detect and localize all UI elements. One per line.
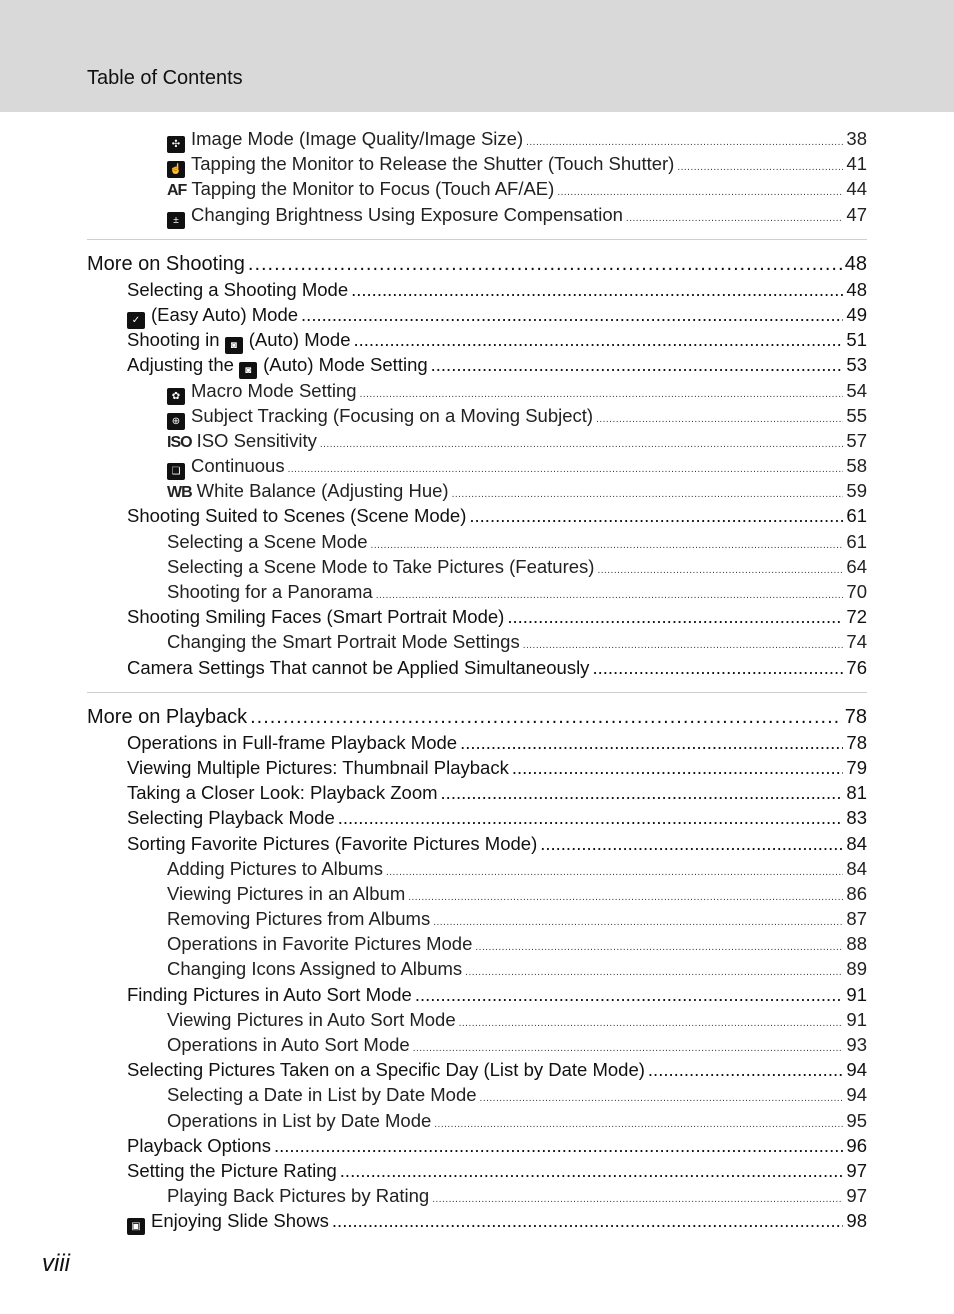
dot-leader [433, 910, 843, 935]
toc-entry-text: White Balance (Adjusting Hue) [196, 480, 449, 502]
dot-leader [512, 755, 844, 780]
toc-entry[interactable] [87, 453, 867, 478]
toc-entry[interactable] [87, 906, 867, 931]
dot-leader [338, 805, 844, 830]
dot-leader [386, 860, 843, 885]
toc-entry[interactable] [87, 730, 867, 755]
toc-entry-page: 91 [846, 983, 867, 1005]
toc-entry-text: Viewing Pictures in Auto Sort Mode [167, 1008, 456, 1030]
dot-leader [469, 503, 843, 528]
header-title: Table of Contents [87, 67, 243, 89]
toc-entry-page: 47 [846, 203, 867, 225]
dot-leader [480, 1086, 844, 1111]
toc-entry[interactable] [87, 378, 867, 403]
page-header [0, 0, 954, 112]
toc-entry[interactable] [87, 629, 867, 654]
toc-entry-label-prefix: Adjusting the [127, 354, 240, 376]
subject-tracking-icon: ⊕ [167, 413, 185, 430]
dot-leader [431, 352, 844, 377]
toc-entry[interactable] [87, 428, 867, 453]
toc-entry-text: (Auto) Mode Setting [263, 354, 428, 376]
toc-entry-label [167, 1007, 456, 1032]
continuous-icon: ❏ [167, 463, 185, 480]
toc-entry-text: Macro Mode Setting [191, 379, 357, 401]
toc-entry-page: 88 [846, 933, 867, 955]
toc-entry-text: (Easy Auto) Mode [151, 303, 299, 325]
toc-entry-page: 84 [846, 832, 867, 854]
toc-entry-text: ISO Sensitivity [196, 429, 317, 451]
toc-entry-label [127, 503, 466, 528]
toc-entry-text: Tapping the Monitor to Focus (Touch AF/AE) [191, 178, 555, 200]
toc-entry-page: 64 [846, 555, 867, 577]
dot-leader [475, 935, 843, 960]
toc-entry-page: 95 [846, 1109, 867, 1131]
touch-shutter-icon: ☝ [167, 161, 185, 178]
toc-entry-label [127, 805, 335, 830]
toc-entry-page: 97 [846, 1185, 867, 1207]
toc-entry-page: 70 [846, 581, 867, 602]
toc-entry-label [127, 1133, 271, 1158]
dot-leader [592, 655, 843, 680]
dot-leader [351, 277, 843, 302]
toc-entry-page: 61 [846, 505, 867, 527]
toc-entry-text: Taking a Closer Look: Playback Zoom [127, 782, 438, 804]
dot-leader [248, 252, 842, 277]
toc-entry-text: Viewing Multiple Pictures: Thumbnail Playback [127, 756, 509, 778]
toc-entry-page: 93 [846, 1034, 867, 1055]
dot-leader [320, 432, 844, 457]
dot-leader [340, 1158, 844, 1183]
toc-entry-text: Camera Settings That cannot be Applied Simultaneously [127, 656, 590, 678]
toc-entry-text: More on Shooting [87, 252, 245, 275]
toc-entry[interactable] [87, 956, 867, 981]
toc-entry-text: Enjoying Slide Shows [151, 1210, 329, 1232]
toc-entry-text: Operations in List by Date Mode [167, 1109, 432, 1131]
toc-entry[interactable] [87, 856, 867, 881]
toc-entry-text: Changing Icons Assigned to Albums [167, 958, 463, 980]
toc-entry-label [127, 277, 348, 302]
toc-entry-page: 58 [846, 455, 867, 477]
toc-entry-label [167, 378, 357, 405]
toc-entry-page: 78 [844, 705, 867, 728]
toc-entry-page: 48 [846, 278, 867, 300]
toc-entry[interactable] [87, 1183, 867, 1208]
toc-entry-text: Operations in Favorite Pictures Mode [167, 933, 473, 955]
toc-entry-page: 44 [846, 178, 867, 200]
dot-leader [648, 1057, 844, 1082]
toc-entry-text: More on Playback [87, 705, 248, 728]
toc-entry-text: Changing the Smart Portrait Mode Settings [167, 631, 520, 653]
toc-entry-page: 74 [846, 631, 867, 653]
toc-entry-label [167, 403, 593, 430]
toc-entry[interactable] [87, 604, 867, 629]
toc-entry-label [167, 1108, 431, 1133]
image-mode-icon: ✣ [167, 136, 185, 153]
toc-entry-page: 83 [846, 807, 867, 829]
toc-entry-text: Changing Brightness Using Exposure Compensation [191, 203, 623, 225]
section-divider [87, 239, 867, 240]
toc-entry-page: 94 [846, 1059, 867, 1081]
dot-leader [596, 407, 843, 432]
toc-entry-text: Selecting a Date in List by Date Mode [167, 1084, 477, 1106]
white-balance-icon: WB [167, 484, 192, 502]
toc-entry-text: Viewing Pictures in an Album [167, 882, 406, 904]
toc-entry-page: 96 [846, 1134, 867, 1156]
dot-leader [677, 155, 843, 180]
toc-entry-text: Selecting Playback Mode [127, 807, 335, 829]
toc-entry[interactable] [87, 805, 867, 830]
toc-entry-page: 87 [846, 908, 867, 930]
toc-entry-page: 49 [846, 303, 867, 325]
toc-entry-label [167, 931, 472, 956]
toc-entry-text: Tapping the Monitor to Release the Shutter (Touch Shutter) [191, 153, 675, 175]
toc-entry-label [127, 352, 428, 379]
toc-entry-label [127, 1158, 337, 1183]
toc-entry[interactable] [87, 1032, 867, 1057]
toc-entry-label [127, 1057, 645, 1082]
toc-entry-label [167, 151, 674, 178]
toc-entry-page: 54 [846, 379, 867, 401]
toc-entry-label [127, 780, 438, 805]
toc-entry-page: 81 [846, 782, 867, 804]
toc-entry-page: 38 [846, 128, 867, 149]
toc-entry-label [167, 202, 623, 229]
toc-entry[interactable] [87, 302, 867, 327]
toc-entry[interactable] [87, 151, 867, 176]
toc-entry-label [167, 881, 405, 906]
toc-entry-text: Selecting a Shooting Mode [127, 278, 349, 300]
toc-entry-text: Setting the Picture Rating [127, 1159, 337, 1181]
macro-icon: ✿ [167, 388, 185, 405]
toc-entry[interactable] [87, 554, 867, 579]
toc-entry-text: Subject Tracking (Focusing on a Moving Subject) [191, 404, 594, 426]
toc-entry-label [167, 176, 554, 203]
toc-entry[interactable] [87, 352, 867, 377]
dot-leader [460, 730, 843, 755]
dot-leader [540, 831, 843, 856]
toc-entry-text: Playback Options [127, 1134, 271, 1156]
toc-entry-label [167, 956, 462, 981]
toc-entry-text: Selecting Pictures Taken on a Specific Day (List by Date Mode) [127, 1059, 645, 1081]
toc-section-playback[interactable] [87, 705, 867, 730]
toc-entry-label [167, 529, 368, 554]
toc-entry-text: Shooting Smiling Faces (Smart Portrait Mode) [127, 606, 505, 628]
toc-entry-text: Image Mode (Image Quality/Image Size) [191, 128, 524, 149]
toc-entry[interactable] [87, 1057, 867, 1082]
toc-entry-text: Shooting for a Panorama [167, 581, 373, 602]
toc-entry-label-prefix: Shooting in [127, 329, 225, 351]
toc-entry-label [167, 453, 285, 480]
toc-entry[interactable] [87, 755, 867, 780]
dot-leader [408, 885, 843, 910]
toc-entry-label [167, 478, 449, 505]
toc-entry-page: 72 [846, 606, 867, 628]
toc-entry-text: (Auto) Mode [248, 329, 351, 351]
toc-entry-label [127, 831, 537, 856]
toc-entry-page: 78 [846, 731, 867, 753]
toc-entry-label [127, 327, 351, 354]
toc-entry-label [127, 730, 457, 755]
toc-entry-label [127, 1208, 329, 1235]
toc-entry[interactable] [87, 1082, 867, 1107]
toc-entry-page: 79 [846, 756, 867, 778]
toc-entry[interactable] [87, 780, 867, 805]
dot-leader [301, 302, 843, 327]
toc-entry-page: 76 [846, 656, 867, 678]
toc-entry-label [127, 655, 589, 680]
toc-entry[interactable] [87, 202, 867, 227]
toc-entry[interactable] [87, 579, 867, 604]
toc-entry-text: Finding Pictures in Auto Sort Mode [127, 983, 412, 1005]
toc-entry[interactable] [87, 126, 867, 151]
toc-entry-page: 55 [846, 404, 867, 426]
dot-leader [415, 982, 844, 1007]
toc-entry[interactable] [87, 1158, 867, 1183]
toc-entry-label [127, 755, 509, 780]
toc-entry-text: Operations in Auto Sort Mode [167, 1034, 410, 1055]
toc-entry[interactable] [87, 403, 867, 428]
page-number: viii [42, 1250, 70, 1277]
auto-mode-camera-icon: ◙ [239, 362, 257, 379]
toc-entry-label [127, 982, 412, 1007]
toc-entry-page: 97 [846, 1159, 867, 1181]
toc-entry[interactable] [87, 327, 867, 352]
toc-entry-text: Sorting Favorite Pictures (Favorite Pictures Mode) [127, 832, 538, 854]
toc-entry-label [87, 252, 245, 277]
toc-entry-page: 51 [846, 329, 867, 351]
toc-entry-label [167, 906, 430, 931]
touch-af-ae-icon: AF [167, 182, 187, 200]
toc-entry[interactable] [87, 982, 867, 1007]
toc-entry[interactable] [87, 1208, 867, 1233]
toc-entry-label [127, 302, 298, 329]
dot-leader [274, 1133, 843, 1158]
toc-entry-page: 89 [846, 958, 867, 980]
toc-entry-page: 57 [846, 429, 867, 451]
toc-entry-page: 61 [846, 530, 867, 552]
dot-leader [441, 780, 844, 805]
toc-entry-text: Selecting a Scene Mode [167, 530, 368, 552]
toc-entry-page: 86 [846, 882, 867, 904]
toc-entry-label [167, 579, 373, 604]
toc-entry[interactable] [87, 503, 867, 528]
toc-entry-text: Shooting Suited to Scenes (Scene Mode) [127, 505, 467, 527]
toc-entry-label [167, 856, 383, 881]
easy-auto-icon: ✓ [127, 312, 145, 329]
toc-entry-text: Removing Pictures from Albums [167, 908, 431, 930]
toc-entry-page: 84 [846, 857, 867, 879]
toc-entry-page: 53 [846, 354, 867, 376]
toc-entry-text: Operations in Full-frame Playback Mode [127, 731, 458, 753]
toc-entry-label [167, 1082, 477, 1107]
toc-entry[interactable] [87, 881, 867, 906]
auto-mode-camera-icon: ◙ [225, 337, 243, 354]
toc-entry[interactable] [87, 931, 867, 956]
toc-entry-label [167, 1032, 410, 1057]
toc-entry[interactable] [87, 176, 867, 201]
toc-entry-text: Selecting a Scene Mode to Take Pictures (Features) [167, 555, 595, 577]
toc-entry-label [167, 126, 523, 153]
toc-entry-page: 41 [846, 153, 867, 175]
toc-entry-label [167, 629, 520, 654]
table-of-contents [87, 126, 867, 1234]
toc-entry[interactable] [87, 277, 867, 302]
dot-leader [332, 1208, 844, 1233]
toc-entry-label [167, 428, 317, 455]
dot-leader [250, 705, 842, 730]
toc-entry-text: Playing Back Pictures by Rating [167, 1185, 430, 1207]
toc-entry-label [127, 604, 504, 629]
toc-entry[interactable] [87, 1108, 867, 1133]
toc-entry[interactable] [87, 529, 867, 554]
dot-leader [354, 327, 844, 352]
toc-entry[interactable] [87, 478, 867, 503]
dot-leader [459, 1011, 844, 1036]
section-divider [87, 692, 867, 693]
iso-icon: ISO [167, 433, 192, 451]
toc-entry-page: 98 [846, 1210, 867, 1232]
toc-entry[interactable] [87, 1133, 867, 1158]
exposure-compensation-icon: ± [167, 212, 185, 229]
toc-entry-label [167, 554, 594, 579]
toc-entry[interactable] [87, 831, 867, 856]
slide-show-icon: ▣ [127, 1218, 145, 1235]
toc-entry-text: Continuous [191, 455, 285, 477]
toc-entry-page: 91 [846, 1008, 867, 1030]
toc-entry[interactable] [87, 1007, 867, 1032]
dot-leader [626, 206, 844, 231]
toc-entry-label [167, 1183, 429, 1208]
toc-entry-text: Adding Pictures to Albums [167, 857, 383, 879]
dot-leader [507, 604, 843, 629]
toc-entry[interactable] [87, 655, 867, 680]
toc-entry-label [87, 705, 247, 730]
toc-entry-page: 94 [846, 1084, 867, 1106]
toc-section-shooting[interactable] [87, 252, 867, 277]
toc-entry-page: 48 [844, 252, 867, 275]
toc-entry-page: 59 [846, 480, 867, 502]
dot-leader [597, 558, 843, 583]
